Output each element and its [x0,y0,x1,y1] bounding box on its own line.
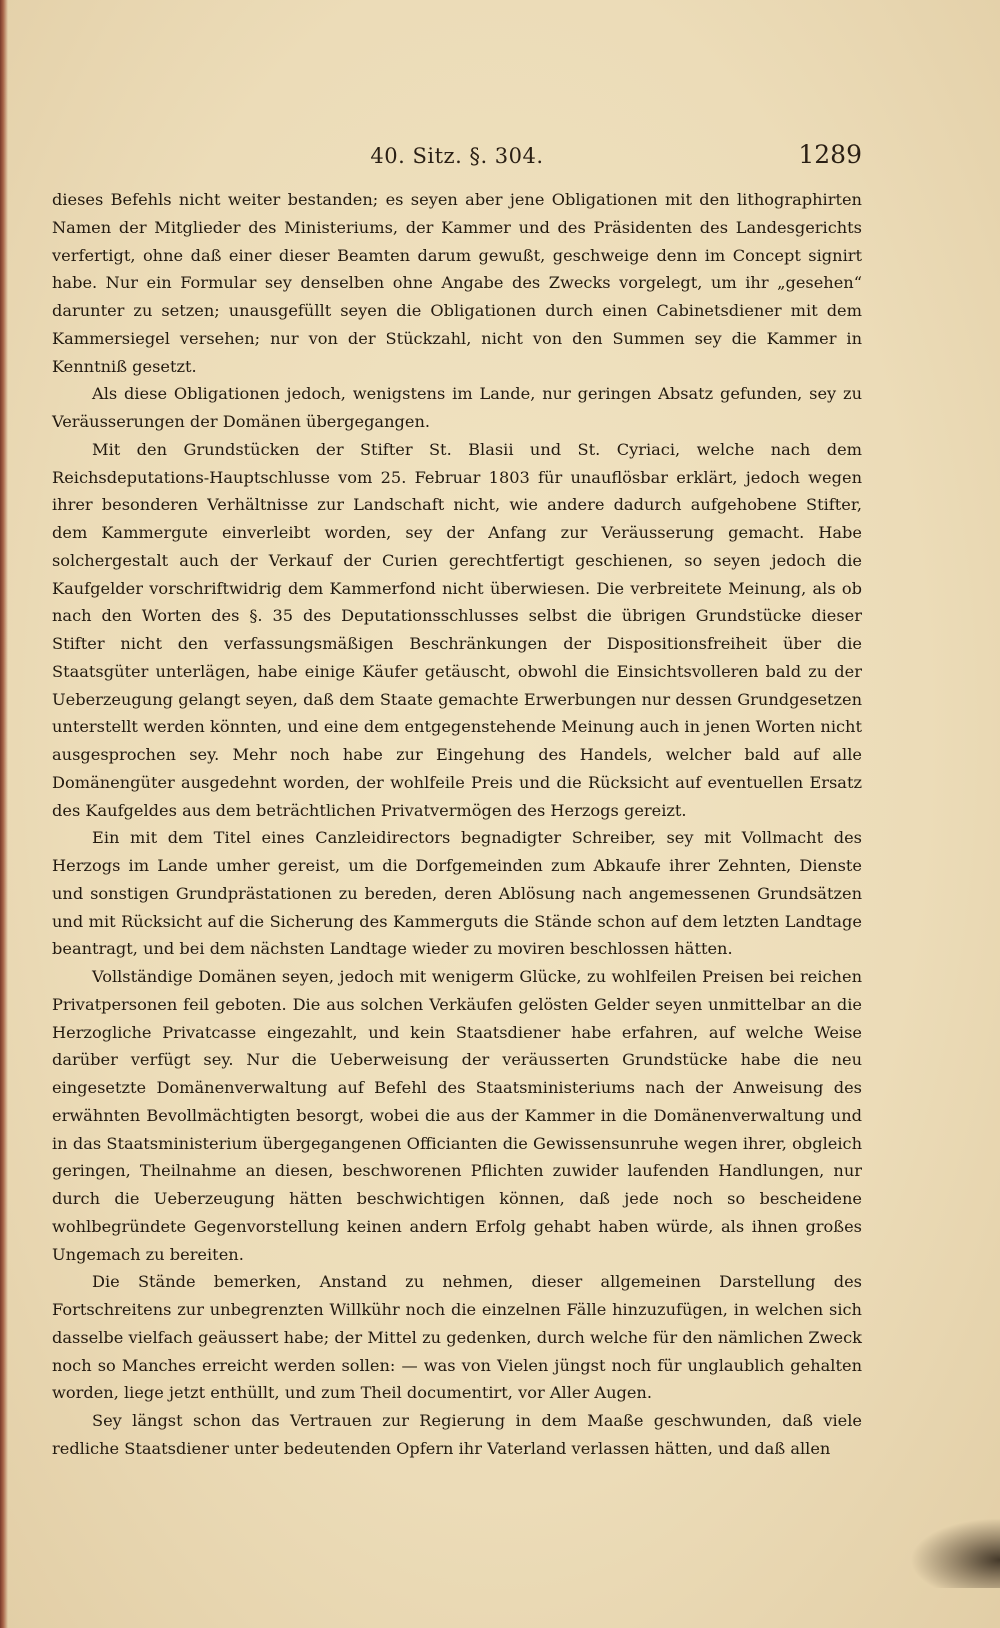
paragraph-1: dieses Befehls nicht weiter bestanden; es seyen aber jene Obligationen mit den lithographirten Namen der Mitglieder des Ministeriums, der Kammer und des Präsidenten des Landesgerichts verfertigt, ohne daß einer dieser Beamten darum gewußt, geschweige denn im Concept signirt habe. Nur ein Formular sey denselben ohne Angabe des Zwecks vorgelegt, um ihr „gesehen“ darunter zu setzen; unausgefüllt seyen die Obligationen durch einen Cabinetsdiener mit dem Kammersiegel versehen; nur von der Stückzahl, nicht von den Summen sey die Kammer in Kenntniß gesetzt. [52,190,862,376]
body-text [52,186,862,1463]
page-header [52,140,862,174]
paragraph-2: Als diese Obligationen jedoch, wenigstens im Lande, nur geringen Absatz gefunden, sey zu Veräusserungen der Domänen übergegangen. [52,384,862,431]
paragraph-6: Die Stände bemerken, Anstand zu nehmen, dieser allgemeinen Darstellung des Fortschreitens zur unbegrenzten Willkühr noch die einzelnen Fälle hinzuzufügen, in welchen sich dasselbe vielfach geäussert habe; der Mittel zu gedenken, durch welche für den nämlichen Zweck noch so Manches erreicht werden sollen: — was von Vielen jüngst noch für unglaublich gehalten worden, liege jetzt enthüllt, und zum Theil documentirt, vor Aller Augen. [52,1272,862,1403]
paragraph-7: Sey längst schon das Vertrauen zur Regierung in dem Maaße geschwunden, daß viele redliche Staatsdiener unter bedeutenden Opfern ihr Vaterland verlassen hätten, und daß allen [52,1411,862,1458]
page-number: 1289 [798,140,862,169]
paragraph-5: Vollständige Domänen seyen, jedoch mit wenigerm Glücke, zu wohlfeilen Preisen bei reichen Privatpersonen feil geboten. Die aus solchen Verkäufen gelösten Gelder seyen unmittelbar an die Herzogliche Privatcasse eingezahlt, und kein Staatsdiener habe erfahren, auf welche Weise darüber verfügt sey. Nur die Ueberweisung der veräusserten Grundstücke habe die neu eingesetzte Domänenverwaltung auf Befehl des Staatsministeriums nach der Anweisung des erwähnten Bevollmächtigten besorgt, wobei die aus der Kammer in die Domänenverwaltung und in das Staatsministerium übergegangenen Officianten die Gewissensunruhe wegen ihrer, obgleich geringen, Theilnahme an diesen, beschworenen Pflichten zuwider laufenden Handlungen, nur durch die Ueberzeugung hätten beschwichtigen können, daß jede noch so bescheidene wohlbegründete Gegenvorstellung keinen andern Erfolg gehabt haben würde, als ihnen großes Ungemach zu bereiten. [52,967,862,1264]
page-corner-shadow [910,1518,1000,1588]
paragraph-3: Mit den Grundstücken der Stifter St. Blasii und St. Cyriaci, welche nach dem Reichsdeputations-Hauptschlusse vom 25. Februar 1803 für unauflösbar erklärt, jedoch wegen ihrer besonderen Verhältnisse zur Landschaft nicht, wie andere dadurch aufgehobene Stifter, dem Kammergute einverleibt worden, sey der Anfang zur Veräusserung gemacht. Habe solchergestalt auch der Verkauf der Curien gerechtfertigt geschienen, so seyen jedoch die Kaufgelder vorschriftwidrig dem Kammerfond nicht überwiesen. Die verbreitete Meinung, als ob nach den Worten des §. 35 des Deputationsschlusses selbst die übrigen Grundstücke dieser Stifter nicht den verfassungsmäßigen Beschränkungen der Dispositionsfreiheit über die Staatsgüter unterlägen, habe einige Käufer getäuscht, obwohl die Einsichtsvolleren bald zu der Ueberzeugung gelangt seyen, daß dem Staate gemachte Erwerbungen nur dessen Grundgesetzen unterstellt werden könnten, und eine dem entgegenstehende Meinung auch in jenen Worten nicht ausgesprochen sey. Mehr noch habe zur Eingehung des Handels, welcher bald auf alle Domänengüter ausgedehnt worden, der wohlfeile Preis und die Rücksicht auf eventuellen Ersatz des Kaufgeldes aus dem beträchtlichen Privatvermögen des Herzogs gereizt. [52,439,862,820]
paragraph-4: Ein mit dem Titel eines Canzleidirectors begnadigter Schreiber, sey mit Vollmacht des Herzogs im Lande umher gereist, um die Dorfgemeinden zum Abkaufe ihrer Zehnten, Dienste und sonstigen Grundprästationen zu bereden, deren Ablösung nach angemessenen Grundsätzen und mit Rücksicht auf die Sicherung des Kammerguts die Stände schon auf dem letzten Landtage beantragt, und bei dem nächsten Landtage wieder zu moviren beschlossen hätten. [52,828,862,959]
running-head: 40. Sitz. §. 304. [370,144,544,168]
binding-edge [0,0,8,1628]
